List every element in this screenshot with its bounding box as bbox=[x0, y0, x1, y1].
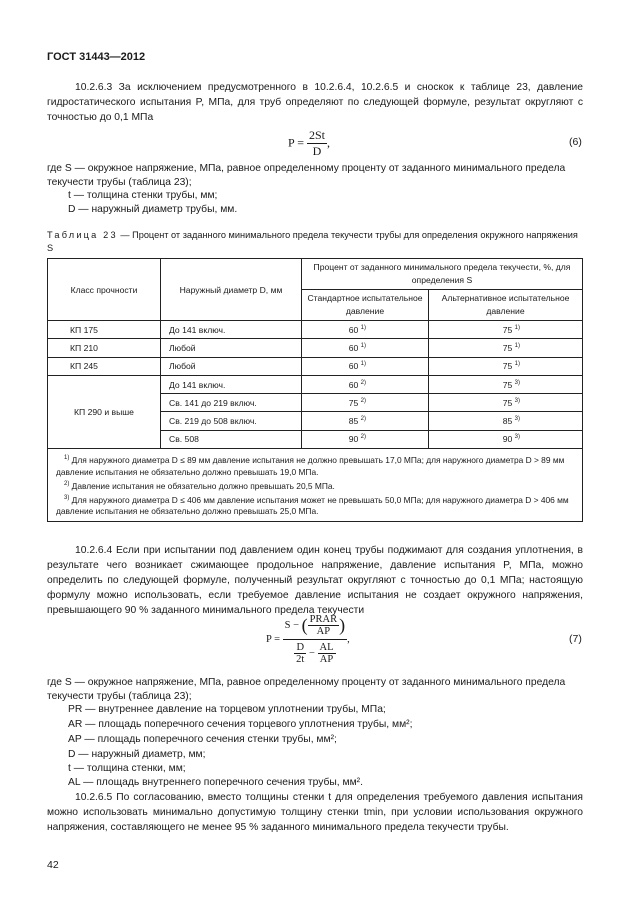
footnote-ref: 2) bbox=[64, 480, 70, 487]
cell-diameter: Любой bbox=[161, 339, 302, 357]
paragraph-10-2-6-3: 10.2.6.3 За исключением предусмотренного в 10.2.6.4, 10.2.6.5 и сноскок к таблице 23, давление гидростатического испытания P, МПа, для труб определяют по следующей формуле, результат округляют с точностью до 0,1 МПа bbox=[47, 82, 583, 123]
footnote-ref: 3) bbox=[514, 434, 520, 441]
table-caption bbox=[47, 229, 583, 255]
value: 85 bbox=[348, 416, 359, 427]
cell-standard bbox=[302, 339, 429, 357]
cell-alternative bbox=[429, 430, 583, 448]
formula-7-prar: PRAR bbox=[309, 614, 338, 625]
page-number: 42 bbox=[47, 859, 59, 871]
table-caption-label: Таблица 23 bbox=[47, 230, 118, 240]
value: 85 bbox=[502, 416, 513, 427]
formula-7-denominator bbox=[283, 640, 347, 665]
footnote-ref: 2) bbox=[360, 416, 366, 423]
footnote-ref: 1) bbox=[514, 324, 520, 331]
note-text: Давление испытания не обязательно должно превышать 20,5 МПа. bbox=[71, 480, 335, 491]
cell-diameter: Св. 141 до 219 включ. bbox=[161, 394, 302, 412]
where-7-t: t — толщина стенки, мм; bbox=[68, 763, 186, 774]
cell-alternative bbox=[429, 375, 583, 393]
where-7-ar: AR — площадь поперечного сечения торцевого уплотнения трубы, мм²; bbox=[68, 719, 413, 730]
footnote-ref: 3) bbox=[514, 416, 520, 423]
equation-number-7: (7) bbox=[569, 633, 582, 645]
note-text: Для наружного диаметра D ≤ 406 мм давление испытания может не превышать 50,0 МПа; для наружного диаметра D > 406 мм давление испытания не обязательно должно превышать 25,0 МПа. bbox=[56, 494, 569, 517]
where-6-d: D — наружный диаметр трубы, мм. bbox=[68, 204, 238, 215]
value: 90 bbox=[348, 434, 359, 445]
table-note-1 bbox=[56, 452, 574, 478]
footnote-ref: 1) bbox=[360, 361, 366, 368]
cell-alternative bbox=[429, 412, 583, 430]
cell-class-group: КП 290 и выше bbox=[48, 375, 161, 448]
cell-class: КП 245 bbox=[48, 357, 161, 375]
formula-7-minus: − bbox=[308, 647, 315, 659]
footnote-ref: 3) bbox=[514, 397, 520, 404]
value: 75 bbox=[502, 361, 513, 372]
note-text: Для наружного диаметра D ≤ 89 мм давление испытания не должно превышать 17,0 МПа; для наружного диаметра D > 89 мм давление испытания не обязательно должно превышать 19,0 МПа. bbox=[56, 454, 565, 477]
formula-7-paren-open: ( bbox=[301, 615, 308, 635]
table-note-2 bbox=[56, 478, 574, 492]
formula-7-d: D bbox=[294, 642, 306, 654]
cell-alternative bbox=[429, 339, 583, 357]
formula-7-s: S − bbox=[284, 619, 300, 631]
table-row bbox=[48, 339, 583, 357]
formula-7-ap2: AP bbox=[319, 654, 334, 665]
value: 75 bbox=[502, 342, 513, 353]
formula-6-fraction bbox=[307, 128, 327, 159]
table-note-3 bbox=[56, 492, 574, 518]
value: 60 bbox=[348, 324, 359, 335]
table-notes bbox=[48, 449, 583, 522]
formula-7-al-over-ap bbox=[318, 642, 336, 665]
footnote-ref: 1) bbox=[360, 343, 366, 350]
formula-7-inner-fraction bbox=[308, 614, 339, 637]
value: 60 bbox=[348, 342, 359, 353]
cell-diameter: До 141 включ. bbox=[161, 321, 302, 339]
formula-7-lhs: P = bbox=[266, 633, 280, 645]
cell-standard bbox=[302, 430, 429, 448]
value: 75 bbox=[502, 397, 513, 408]
cell-diameter: Любой bbox=[161, 357, 302, 375]
footnote-ref: 1) bbox=[64, 455, 70, 462]
value: 90 bbox=[502, 434, 513, 445]
paragraph-10-2-6-4: 10.2.6.4 Если при испытании под давлением один конец трубы поджимают для создания уплотнения, в результате чего возникает сжимающее продольное напряжение, давление испытания P, МПа, можно определить по следующей формуле, полученный результат округляют с точностью до 0,1 МПа; настоящую формулу можно использовать, если требуемое давление испытания не создает окружного напряжения, превышающего 90 % заданного минимального предела текучести bbox=[47, 545, 583, 616]
paragraph-10-2-6-5: 10.2.6.5 По согласованию, вместо толщины стенки t для определения требуемого давления испытания можно использовать минимально допустимую толщину стенки tmin, при условии использования окружного напряжения, составляющего не менее 95 % заданного минимального предела текучести трубы. bbox=[47, 792, 583, 833]
table-row bbox=[48, 321, 583, 339]
formula-6-numerator: 2St bbox=[309, 128, 326, 142]
value: 75 bbox=[348, 397, 359, 408]
cell-standard bbox=[302, 321, 429, 339]
formula-6-denominator: D bbox=[312, 144, 322, 158]
cell-standard bbox=[302, 412, 429, 430]
where-6-s: где S — окружное напряжение, МПа, равное определенному проценту от заданного минимального предела текучести трубы (таблица 23); bbox=[47, 163, 566, 188]
table-row bbox=[48, 375, 583, 393]
formula-7-main-fraction bbox=[283, 614, 347, 665]
footnote-ref: 2) bbox=[360, 379, 366, 386]
document-header: ГОСТ 31443—2012 bbox=[47, 51, 146, 63]
table-caption-text: — Процент от заданного минимального предела текучести трубы для определения окружного напряжения S bbox=[47, 230, 578, 253]
cell-diameter: Св. 508 bbox=[161, 430, 302, 448]
cell-class: КП 175 bbox=[48, 321, 161, 339]
cell-alternative bbox=[429, 394, 583, 412]
cell-alternative bbox=[429, 321, 583, 339]
equation-number-6: (6) bbox=[569, 136, 582, 148]
formula-6-lhs: P = bbox=[288, 135, 304, 150]
where-7-d: D — наружный диаметр, мм; bbox=[68, 749, 206, 760]
formula-7-ap: AP bbox=[316, 626, 331, 637]
footnote-ref: 3) bbox=[64, 494, 70, 501]
where-6-t: t — толщина стенки трубы, мм; bbox=[68, 190, 218, 201]
value: 75 bbox=[502, 379, 513, 390]
formula-7-tail: , bbox=[347, 633, 350, 645]
value: 75 bbox=[502, 324, 513, 335]
cell-diameter: Св. 219 до 508 включ. bbox=[161, 412, 302, 430]
table-23 bbox=[47, 258, 583, 522]
formula-7 bbox=[266, 614, 350, 665]
formula-7-paren-close: ) bbox=[339, 615, 346, 635]
cell-alternative bbox=[429, 357, 583, 375]
where-7-s: где S — окружное напряжение, МПа, равное определенному проценту от заданного минимального предела текучести трубы (таблица 23); bbox=[47, 677, 566, 702]
formula-6-tail: , bbox=[327, 135, 331, 150]
header-class: Класс прочности bbox=[48, 259, 161, 321]
footnote-ref: 2) bbox=[360, 434, 366, 441]
header-percent: Процент от заданного минимального предела текучести, %, для определения S bbox=[302, 259, 583, 290]
header-alternative: Альтернативное испытательное давление bbox=[429, 290, 583, 321]
where-7-al: AL — площадь внутреннего поперечного сечения трубы, мм². bbox=[68, 777, 363, 788]
formula-7-2t: 2t bbox=[296, 654, 305, 665]
cell-standard bbox=[302, 357, 429, 375]
formula-7-numerator bbox=[283, 614, 347, 640]
cell-class: КП 210 bbox=[48, 339, 161, 357]
where-7-pr: PR — внутреннее давление на торцевом уплотнении трубы, МПа; bbox=[68, 704, 386, 715]
where-7-ap: AP — площадь поперечного сечения стенки трубы, мм²; bbox=[68, 734, 337, 745]
footnote-ref: 1) bbox=[514, 361, 520, 368]
formula-7-d-over-2t bbox=[294, 642, 306, 665]
value: 60 bbox=[348, 361, 359, 372]
cell-standard bbox=[302, 375, 429, 393]
value: 60 bbox=[348, 379, 359, 390]
footnote-ref: 3) bbox=[514, 379, 520, 386]
footnote-ref: 2) bbox=[360, 397, 366, 404]
footnote-ref: 1) bbox=[514, 343, 520, 350]
cell-diameter: До 141 включ. bbox=[161, 375, 302, 393]
header-diameter: Наружный диаметр D, мм bbox=[161, 259, 302, 321]
formula-6 bbox=[288, 128, 330, 159]
cell-standard bbox=[302, 394, 429, 412]
table-row bbox=[48, 357, 583, 375]
footnote-ref: 1) bbox=[360, 324, 366, 331]
formula-7-al: AL bbox=[319, 642, 334, 653]
header-standard: Стандартное испытательное давление bbox=[302, 290, 429, 321]
